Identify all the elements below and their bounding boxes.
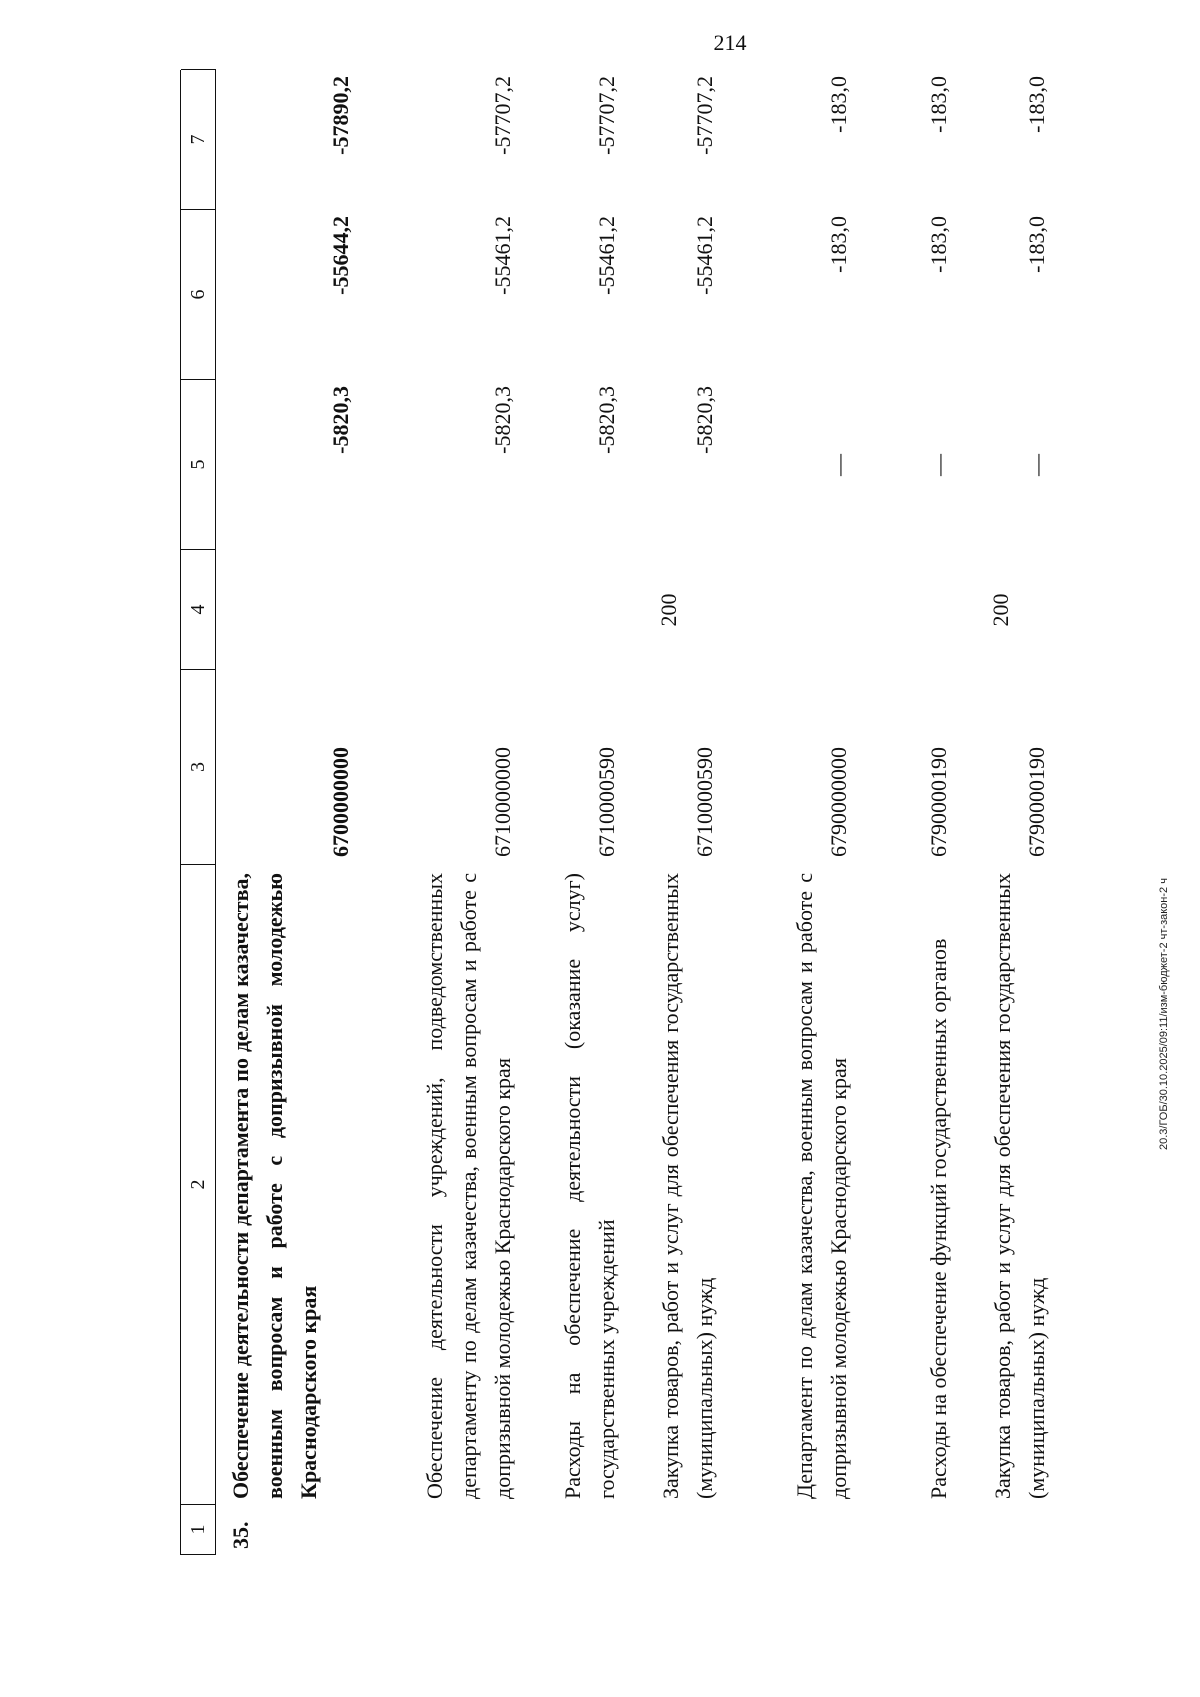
row-value-6: -183,0 bbox=[926, 216, 951, 273]
row-name: Обеспечение деятельности учреждений, подведомственных департаменту по делам казачества, военным вопросам и работе с допризывной молодежью Краснодарского края bbox=[422, 873, 515, 1499]
table-row bbox=[382, 70, 520, 1555]
table-row bbox=[224, 70, 358, 1555]
row-name: Расходы на обеспечение деятельности (оказание услуг) государственных учреждений bbox=[560, 873, 619, 1499]
row-code: 6710000590 bbox=[692, 747, 717, 857]
row-value-5: — bbox=[826, 454, 851, 476]
row-code: 6790000000 bbox=[826, 747, 851, 857]
row-name: Обеспечение деятельности департамента по делам казачества, военным вопросам и работе с допризывной молодежью Краснодарского края bbox=[228, 873, 321, 1499]
row-value-5: -5820,3 bbox=[692, 386, 717, 454]
header-col-2: 2 bbox=[181, 864, 216, 1504]
row-code: 6790000190 bbox=[1024, 747, 1049, 857]
header-col-6: 6 bbox=[181, 209, 216, 379]
row-value-7: -57890,2 bbox=[328, 76, 353, 155]
table-row bbox=[652, 70, 722, 1555]
row-value-6: -183,0 bbox=[1024, 216, 1049, 273]
header-col-1: 1 bbox=[181, 1504, 216, 1554]
row-value-5: — bbox=[926, 454, 951, 476]
row-value-7: -183,0 bbox=[926, 76, 951, 133]
row-name: Закупка товаров, работ и услуг для обеспечения государственных (муниципальных) нужд bbox=[990, 873, 1049, 1499]
table-row bbox=[752, 70, 856, 1555]
row-value-7: -57707,2 bbox=[490, 76, 515, 155]
table-header-row bbox=[180, 70, 216, 1555]
row-name: Расходы на обеспечение функций государственных органов bbox=[926, 938, 951, 1499]
row-value-5: -5820,3 bbox=[490, 386, 515, 454]
row-value-6: -55644,2 bbox=[328, 216, 353, 295]
row-value-5: -5820,3 bbox=[594, 386, 619, 454]
row-value-7: -57707,2 bbox=[594, 76, 619, 155]
row-value-7: -57707,2 bbox=[692, 76, 717, 155]
budget-table bbox=[180, 70, 1080, 1555]
document-footer-code: 20.3/ГОБ/30.10.2025/09:11/изм-бюджет-2 чт-закон-2 ч bbox=[1158, 878, 1170, 1150]
header-col-5: 5 bbox=[181, 379, 216, 549]
row-number: 35. bbox=[228, 1521, 253, 1549]
row-code: 6700000000 bbox=[328, 747, 353, 857]
row-value-5: — bbox=[1024, 454, 1049, 476]
row-group: 200 bbox=[988, 593, 1013, 627]
row-value-6: -55461,2 bbox=[594, 216, 619, 295]
header-col-3: 3 bbox=[181, 669, 216, 864]
row-value-6: -55461,2 bbox=[692, 216, 717, 295]
row-code: 6790000190 bbox=[926, 747, 951, 857]
row-name: Департамент по делам казачества, военным вопросам и работе с допризывной молодежью Краснодарского края bbox=[792, 873, 851, 1499]
row-value-5: -5820,3 bbox=[328, 386, 353, 454]
row-value-7: -183,0 bbox=[1024, 76, 1049, 133]
row-code: 6710000590 bbox=[594, 747, 619, 857]
row-value-6: -55461,2 bbox=[490, 216, 515, 295]
table-row bbox=[886, 70, 956, 1555]
row-group: 200 bbox=[656, 593, 681, 627]
row-code: 6710000000 bbox=[490, 747, 515, 857]
table-row bbox=[984, 70, 1054, 1555]
row-name: Закупка товаров, работ и услуг для обеспечения государственных (муниципальных) нужд bbox=[658, 873, 717, 1499]
table-row bbox=[554, 70, 624, 1555]
header-col-7: 7 bbox=[181, 69, 216, 209]
header-col-4: 4 bbox=[181, 549, 216, 669]
row-value-6: -183,0 bbox=[826, 216, 851, 273]
page-number: 214 bbox=[713, 30, 747, 55]
row-value-7: -183,0 bbox=[826, 76, 851, 133]
